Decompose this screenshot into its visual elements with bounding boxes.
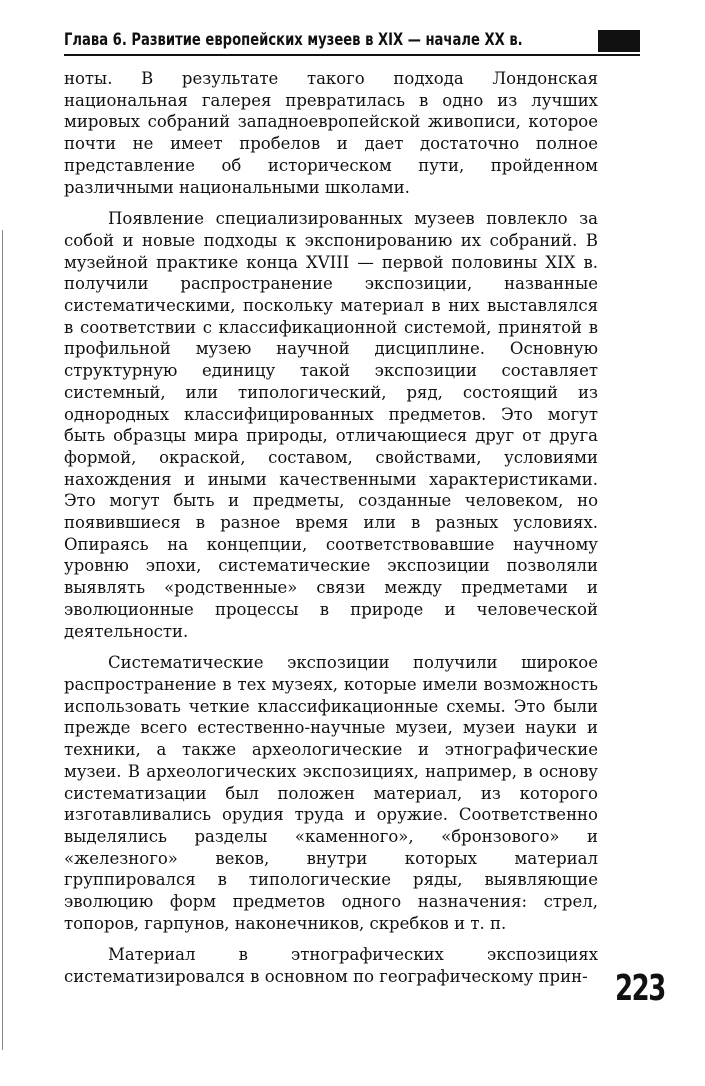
page-number: 223 (615, 968, 665, 1009)
paragraph-systematic-expositions: Систематические экспозиции получили широкое распространение в тех музеях, которые имели возможность использовать четкие классификационные схемы. Это были прежде всего естественно-научные музеи, музеи науки и техники, а также археологические и этнографические музеи. В археологических экспозициях, например, в основу систематизации был положен материал, из которого изготавливались орудия труда и оружие. Соответственно выделялись разделы «каменного», «бронзового» и «железного» веков, внутри которых материал группировался в типологические ряды, выявляющие эволюцию форм предметов одного назначения: стрел, топоров, гарпунов, наконечников, скребков и т. п. (64, 653, 598, 933)
running-header (64, 28, 640, 56)
header-black-block (598, 30, 640, 52)
chapter-title: Глава 6. Развитие европейских музеев в XIX — начале XX в. (64, 30, 523, 50)
paragraph-continuation: ноты. В результате такого подхода Лондонская национальная галерея превратилась в одно из лучших мировых собраний западноевропейской живописи, которое почти не имеет пробелов и дает достаточно полное представление об историческом пути, пройденном различными национальными школами. (64, 69, 598, 197)
body-text (64, 68, 598, 988)
paragraph-specialized-museums: Появление специализированных музеев повлекло за собой и новые подходы к экспонированию их собраний. В музейной практике конца XVIII — первой половины XIX в. получили распространение экспозиции, названные систематическими, поскольку материал в них выставлялся в соответствии с классификационной системой, принятой в профильной музею научной дисциплине. Основную структурную единицу такой экспозиции составляет системный, или типологический, ряд, состоящий из однородных классифицированных предметов. Это могут быть образцы мира природы, отличающиеся друг от друга формой, окраской, составом, свойствами, условиями нахождения и иными качественными характеристиками. Это могут быть и предметы, созданные человеком, но появившиеся в разное время или в разных условиях. Опираясь на концепции, соответствовавшие научному уровню эпохи, систематические экспозиции позволяли выявлять «родственные» связи между предметами и эволюционные процессы в природе и человеческой деятельности. (64, 209, 598, 641)
paragraph-ethnographic: Материал в этнографических экспозициях систематизировался в основном по географическому прин- (64, 945, 598, 987)
page-edge-line (2, 230, 3, 1050)
